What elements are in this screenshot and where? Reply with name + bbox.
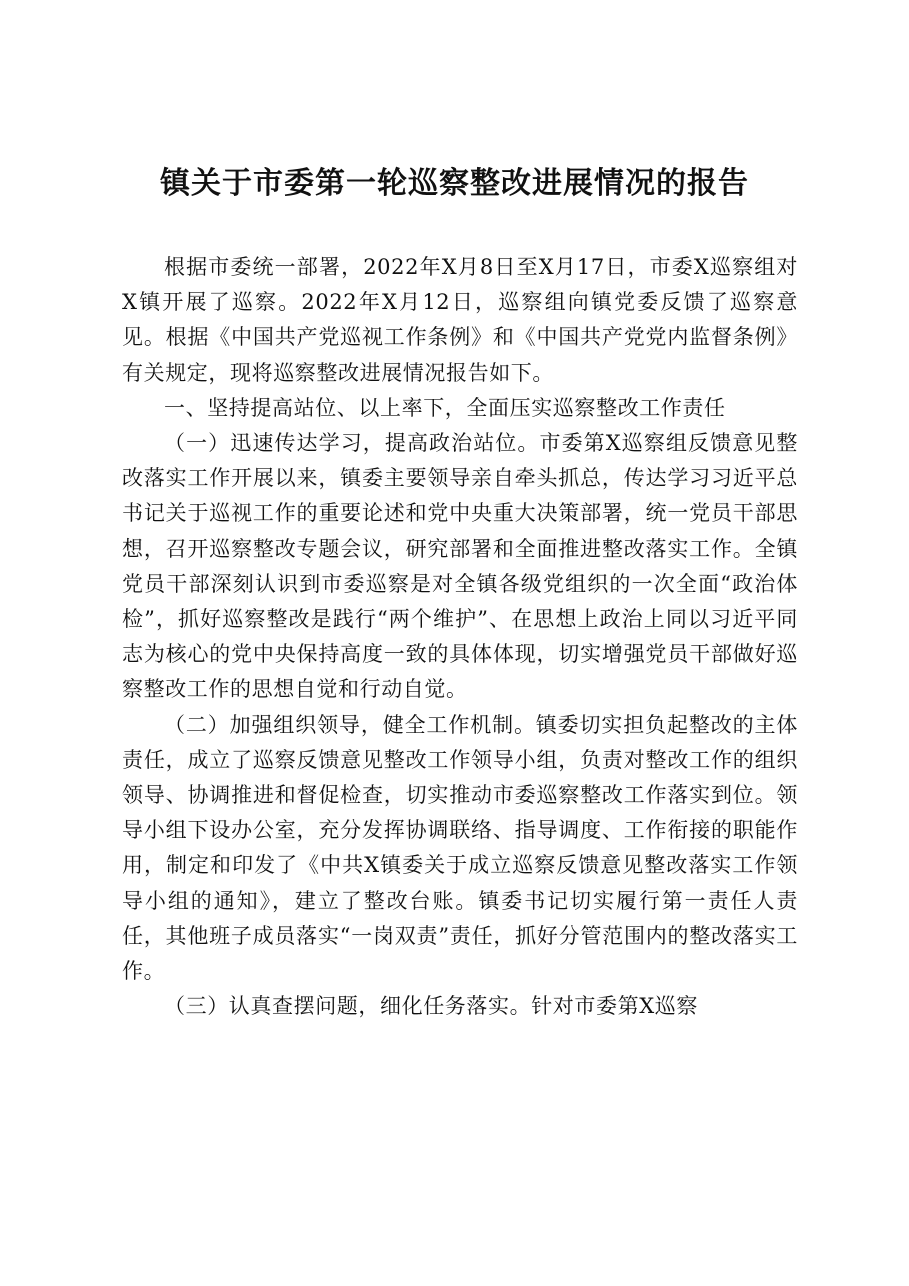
paragraph-subsection-2: （二）加强组织领导，健全工作机制。镇委切实担负起整改的主体责任，成立了巡察反馈意见整改工作领导小组，负责对整改工作的组织领导、协调推进和督促检查，切实推动市委巡察整改工作落实到位。领导小组下设办公室，充分发挥协调联络、指导调度、工作衔接的职能作用，制定和印发了《中共X镇委关于成立巡察反馈意见整改落实工作领导小组的通知》，建立了整改台账。镇委书记切实履行第一责任人责任，其他班子成员落实“一岗双责”责任，抓好分管范围内的整改落实工作。 bbox=[122, 712, 798, 984]
document-body bbox=[122, 250, 798, 1024]
section-heading-one: 一、坚持提高站位、以上率下，全面压实巡察整改工作责任 bbox=[164, 395, 726, 420]
paragraph-subsection-3: （三）认真查摆问题，细化任务落实。针对市委第X巡察 bbox=[164, 994, 698, 1019]
paragraph-subsection-1: （一）迅速传达学习，提高政治站位。市委第X巡察组反馈意见整改落实工作开展以来，镇委主要领导亲自牵头抓总，传达学习习近平总书记关于巡视工作的重要论述和党中央重大决策部署，统一党员干部思想，召开巡察整改专题会议，研究部署和全面推进整改落实工作。全镇党员干部深刻认识到市委巡察是对全镇各级党组织的一次全面“政治体检”，抓好巡察整改是践行“两个维护”、在思想上政治上同以习近平同志为核心的党中央保持高度一致的具体体现，切实增强党员干部做好巡察整改工作的思想自觉和行动自觉。 bbox=[122, 431, 798, 702]
paragraph-intro: 根据市委统一部署，2022年X月8日至X月17日，市委X巡察组对X镇开展了巡察。2022年X月12日，巡察组向镇党委反馈了巡察意见。根据《中国共产党巡视工作条例》和《中国共产党党内监督条例》有关规定，现将巡察整改进展情况报告如下。 bbox=[122, 255, 798, 385]
document-title: 镇关于市委第一轮巡察整改进展情况的报告 bbox=[160, 166, 749, 201]
